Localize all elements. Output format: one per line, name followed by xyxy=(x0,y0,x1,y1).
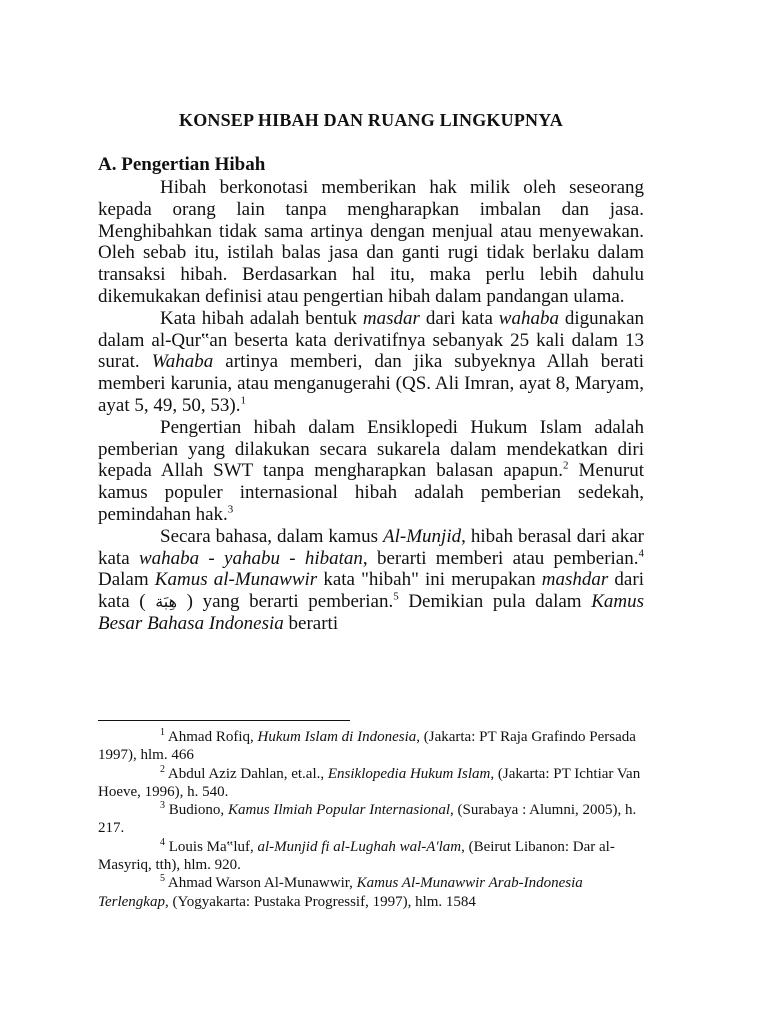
footnotes xyxy=(98,728,644,911)
footnote-title: Kamus Ilmiah Popular Internasional, xyxy=(227,802,454,819)
footnote-title: Hukum Islam di Indonesia xyxy=(257,729,417,745)
footnote-ref: 5 xyxy=(393,590,399,603)
paragraph-4-text: ) yang berarti pemberian. xyxy=(177,591,394,613)
paragraph-2-text: Kata hibah adalah bentuk xyxy=(160,307,363,329)
footnote-divider xyxy=(98,720,350,721)
italic-term: mashdar xyxy=(541,569,609,591)
footnote-item xyxy=(98,728,644,765)
italic-term: Al-Munjid xyxy=(383,525,462,547)
arabic-word: هِبَة xyxy=(155,592,178,612)
footnote-text: Louis Ma‟luf, xyxy=(165,838,258,855)
footnote-ref: 1 xyxy=(240,394,246,407)
footnote-ref: 4 xyxy=(638,547,644,560)
italic-term: Wahaba xyxy=(151,351,214,373)
footnote-text: , (Yogyakarta: Pustaka Progressif, 1997), hlm. 1584 xyxy=(164,893,476,910)
footnote-text: , (Jakarta: PT Raja Grafindo Persada 1997), hlm. 466 xyxy=(98,729,636,764)
paragraph-4-text: kata "hibah" ini merupakan xyxy=(317,569,542,591)
footnote-text: Budiono, xyxy=(165,802,228,819)
paragraph-2-text: artinya memberi, dan jika subyeknya Allah berati memberi karunia, atau menganugerahi (QS. Ali Imran, ayat 8, Maryam, ayat 5, 49, 50, 53). xyxy=(98,351,644,416)
footnote-title: Ensiklopedia Hukum Islam, xyxy=(327,765,495,782)
footnote-text: Ahmad Warson Al-Munawwir, xyxy=(165,875,357,892)
footnote-number: 3 xyxy=(160,800,165,812)
paragraph-2-text: digunakan dalam al-Qur‟an beserta kata derivatifnya sebanyak 25 kali dalam 13 surat. xyxy=(98,307,644,373)
document-page xyxy=(98,110,644,635)
footnote-number: 2 xyxy=(160,763,165,775)
paragraph-4 xyxy=(98,526,644,635)
italic-term: Kamus al-Munawwir xyxy=(154,569,318,591)
paragraph-4-text: berarti xyxy=(283,612,339,634)
paragraph-3 xyxy=(98,417,644,526)
paragraph-1: Hibah berkonotasi memberikan hak milik oleh seseorang kepada orang lain tanpa mengharapkan imbalan dan jasa. Menghibahkan tidak sama artinya dengan menjual atau menyewakan. Oleh sebab itu, istilah balas jasa dan ganti rugi tidak berlaku dalam transaksi hibah. Berdasarkan hal itu, maka perlu lebih dahulu dikemukakan definisi atau pengertian hibah dalam pandangan ulama. xyxy=(98,177,644,307)
footnote-item xyxy=(98,874,644,911)
footnote-number: 5 xyxy=(160,873,165,885)
italic-term: Kamus Besar Bahasa Indonesia xyxy=(98,591,644,634)
paragraph-2 xyxy=(98,308,644,417)
paragraph-4-text: dari kata ( xyxy=(98,569,644,613)
footnote-number: 4 xyxy=(160,836,165,848)
footnote-title: Kamus Al-Munawwir Arab-Indonesia Terlengkap xyxy=(98,875,583,910)
paragraph-4-text: Secara bahasa, dalam kamus xyxy=(160,525,383,547)
footnote-ref: 3 xyxy=(227,503,234,516)
footnote-ref: 2 xyxy=(562,460,569,473)
footnote-text: (Surabaya : Alumni, 2005), h. 217. xyxy=(98,802,637,837)
paragraph-2-text: dari kata xyxy=(419,307,499,329)
footnote-item xyxy=(98,838,644,875)
footnote-text: , (Beirut Libanon: Dar al-Masyriq, tth), hlm. 920. xyxy=(98,838,615,874)
paragraph-3-text: Pengertian hibah dalam Ensiklopedi Hukum Islam adalah pemberian yang dilakukan secara sukarela dalam mendekatkan diri kepada Allah SWT tanpa mengharapkan balasan apapun. xyxy=(98,416,644,482)
italic-term: wahaba xyxy=(498,307,559,329)
paragraph-4-text: Demikian pula dalam xyxy=(398,591,592,613)
paragraph-3-text: Menurut kamus populer internasional hibah adalah pemberian sedekah, pemindahan hak. xyxy=(98,460,644,525)
footnote-title: al-Munjid fi al-Lughah wal-A'lam xyxy=(257,838,462,855)
italic-term: masdar xyxy=(362,307,420,329)
paragraph-4-text: , hibah berasal dari akar kata xyxy=(98,525,644,569)
footnote-text: Abdul Aziz Dahlan, et.al., xyxy=(165,765,328,782)
footnote-number: 1 xyxy=(160,727,165,738)
section-heading: A. Pengertian Hibah xyxy=(98,154,266,175)
footnote-item xyxy=(98,765,644,802)
footnote-item xyxy=(98,801,644,838)
footnote-text: (Jakarta: PT Ichtiar Van Hoeve, 1996), h. 540. xyxy=(98,765,641,800)
page-title: KONSEP HIBAH DAN RUANG LINGKUPNYA xyxy=(179,110,563,130)
paragraph-4-text: Dalam xyxy=(98,569,155,591)
footnote-text: Ahmad Rofiq, xyxy=(165,729,258,745)
section-body xyxy=(98,177,644,635)
paragraph-4-text: , berarti memberi atau pemberian. xyxy=(362,547,639,569)
italic-term: wahaba - yahabu - hibatan xyxy=(138,547,363,569)
